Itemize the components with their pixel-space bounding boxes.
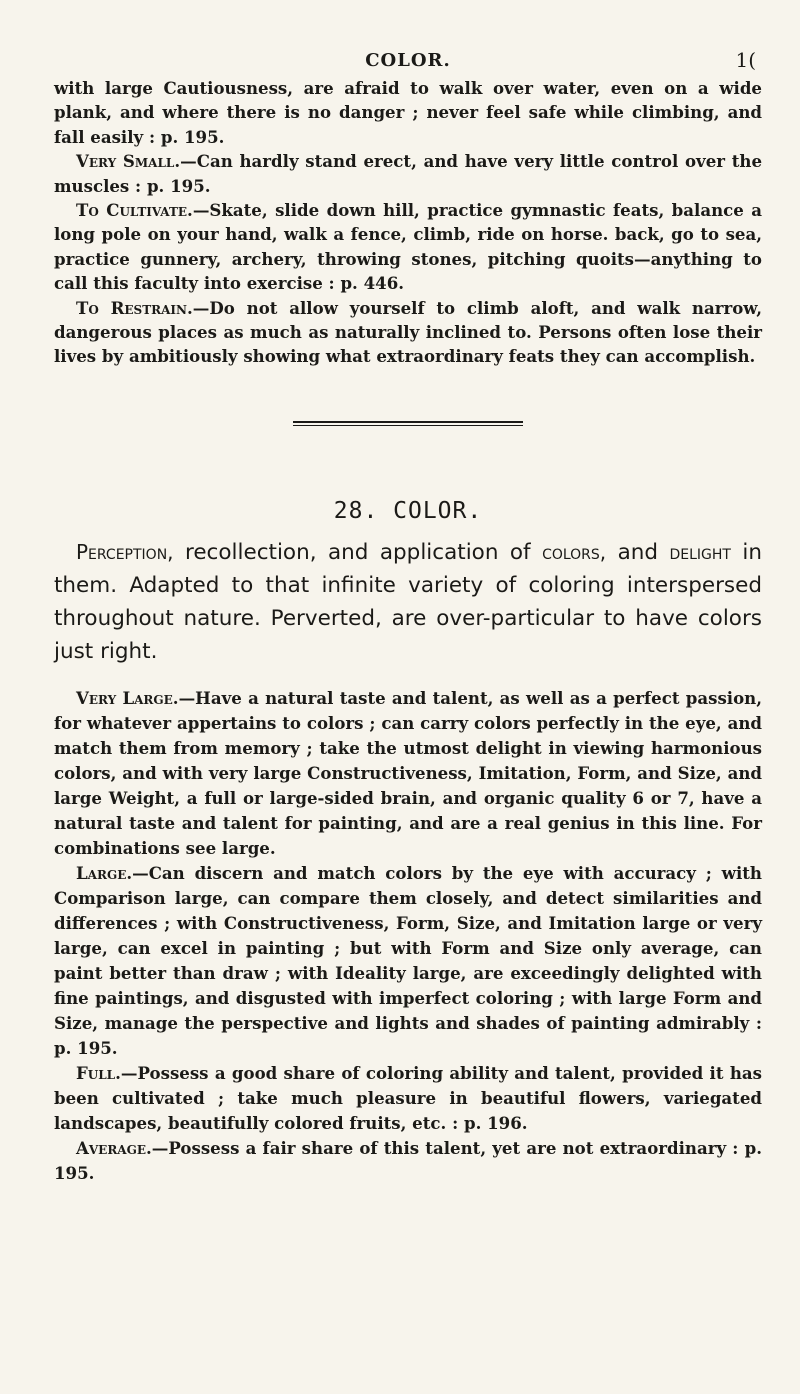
entry-label: Average. bbox=[76, 1137, 152, 1158]
paragraph-very-small bbox=[54, 149, 762, 198]
entry-text: —Can hardly stand erect, and have very little control over the muscles : p. 195. bbox=[54, 151, 762, 196]
section-definition bbox=[54, 536, 762, 668]
intro-text: in them. Adapted to that infinite variety of coloring interspersed throughout nature. Perverted, are over-particular to have colors just right. bbox=[54, 539, 763, 664]
entry-label: Very Small. bbox=[76, 151, 181, 172]
running-title: COLOR. bbox=[365, 50, 451, 71]
entry-label: Very Large. bbox=[76, 687, 179, 708]
section-divider bbox=[293, 421, 523, 426]
section-entries bbox=[54, 686, 762, 1186]
intro-keyword: delight bbox=[669, 539, 731, 564]
entry-label: Full. bbox=[76, 1062, 121, 1083]
entry-average bbox=[54, 1136, 762, 1186]
entry-text: —Can discern and match colors by the eye with accuracy ; with Comparison large, can compare them closely, and detect similarities and differences ; with Constructiveness, Form, Size, and Imitation large or very large, can excel in painting ; but with Form and Size only average, can paint better than draw ; with Ideality large, are exceedingly delighted with fine paintings, and disgusted with imperfect coloring ; with large Form and Size, manage the perspective and lights and shades of painting admirably : p. 195. bbox=[54, 862, 762, 1058]
entry-text: —Skate, slide down hill, practice gymnastic feats, balance a long pole on your hand, walk a fence, climb, ride on horse. back, go to sea, practice gunnery, archery, throwing stones, pitching quoits—anything to call this faculty into exercise : p. 446. bbox=[54, 200, 762, 294]
paragraph-text: with large Cautiousness, are afraid to walk over water, even on a wide plank, and where there is no danger ; never feel safe while climbing, and fall easily : p. 195. bbox=[54, 78, 762, 147]
intro-keyword: colors, bbox=[542, 539, 607, 564]
entry-text: —Do not allow yourself to climb aloft, and walk narrow, dangerous places as much as naturally inclined to. Persons often lose their lives by ambitiously showing what extraordinary feats they can accomplish. bbox=[54, 297, 762, 367]
entry-large bbox=[54, 861, 762, 1061]
entry-label: Large. bbox=[76, 862, 133, 883]
intro-text: recollection, and application of bbox=[173, 539, 543, 565]
entry-very-large bbox=[54, 686, 762, 861]
entry-label: To Cultivate. bbox=[76, 200, 193, 221]
entry-full bbox=[54, 1061, 762, 1136]
entry-label: To Restrain. bbox=[76, 297, 193, 318]
continued-text bbox=[54, 76, 762, 369]
page-number: 1( bbox=[735, 48, 756, 72]
entry-text: —Possess a good share of coloring ability and talent, provided it has been cultivated ; take much pleasure in beautiful flowers, variegated landscapes, beautifully colored fruits, etc. : p. 196. bbox=[54, 1062, 762, 1133]
paragraph-to-cultivate bbox=[54, 198, 762, 296]
paragraph-continuation bbox=[54, 76, 762, 149]
paragraph-to-restrain bbox=[54, 296, 762, 369]
running-head bbox=[54, 28, 762, 76]
section-heading: 28. COLOR. bbox=[333, 497, 483, 524]
entry-text: —Have a natural taste and talent, as well as a perfect passion, for whatever appertains to colors ; can carry colors perfectly in the eye, and match them from memory ; take the utmost delight in viewing harmonious colors, and with very large Constructiveness, Imitation, Form, and Size, and large Weight, a full or large-sided brain, and organic quality 6 or 7, have a natural taste and talent for painting, and are a real genius in this line. For combinations see large. bbox=[54, 687, 762, 858]
intro-text: and bbox=[606, 539, 670, 565]
section-intro bbox=[54, 536, 762, 668]
entry-text: —Possess a fair share of this talent, yet are not extraordinary : p. 195. bbox=[54, 1137, 762, 1183]
intro-keyword: Perception, bbox=[76, 539, 174, 564]
